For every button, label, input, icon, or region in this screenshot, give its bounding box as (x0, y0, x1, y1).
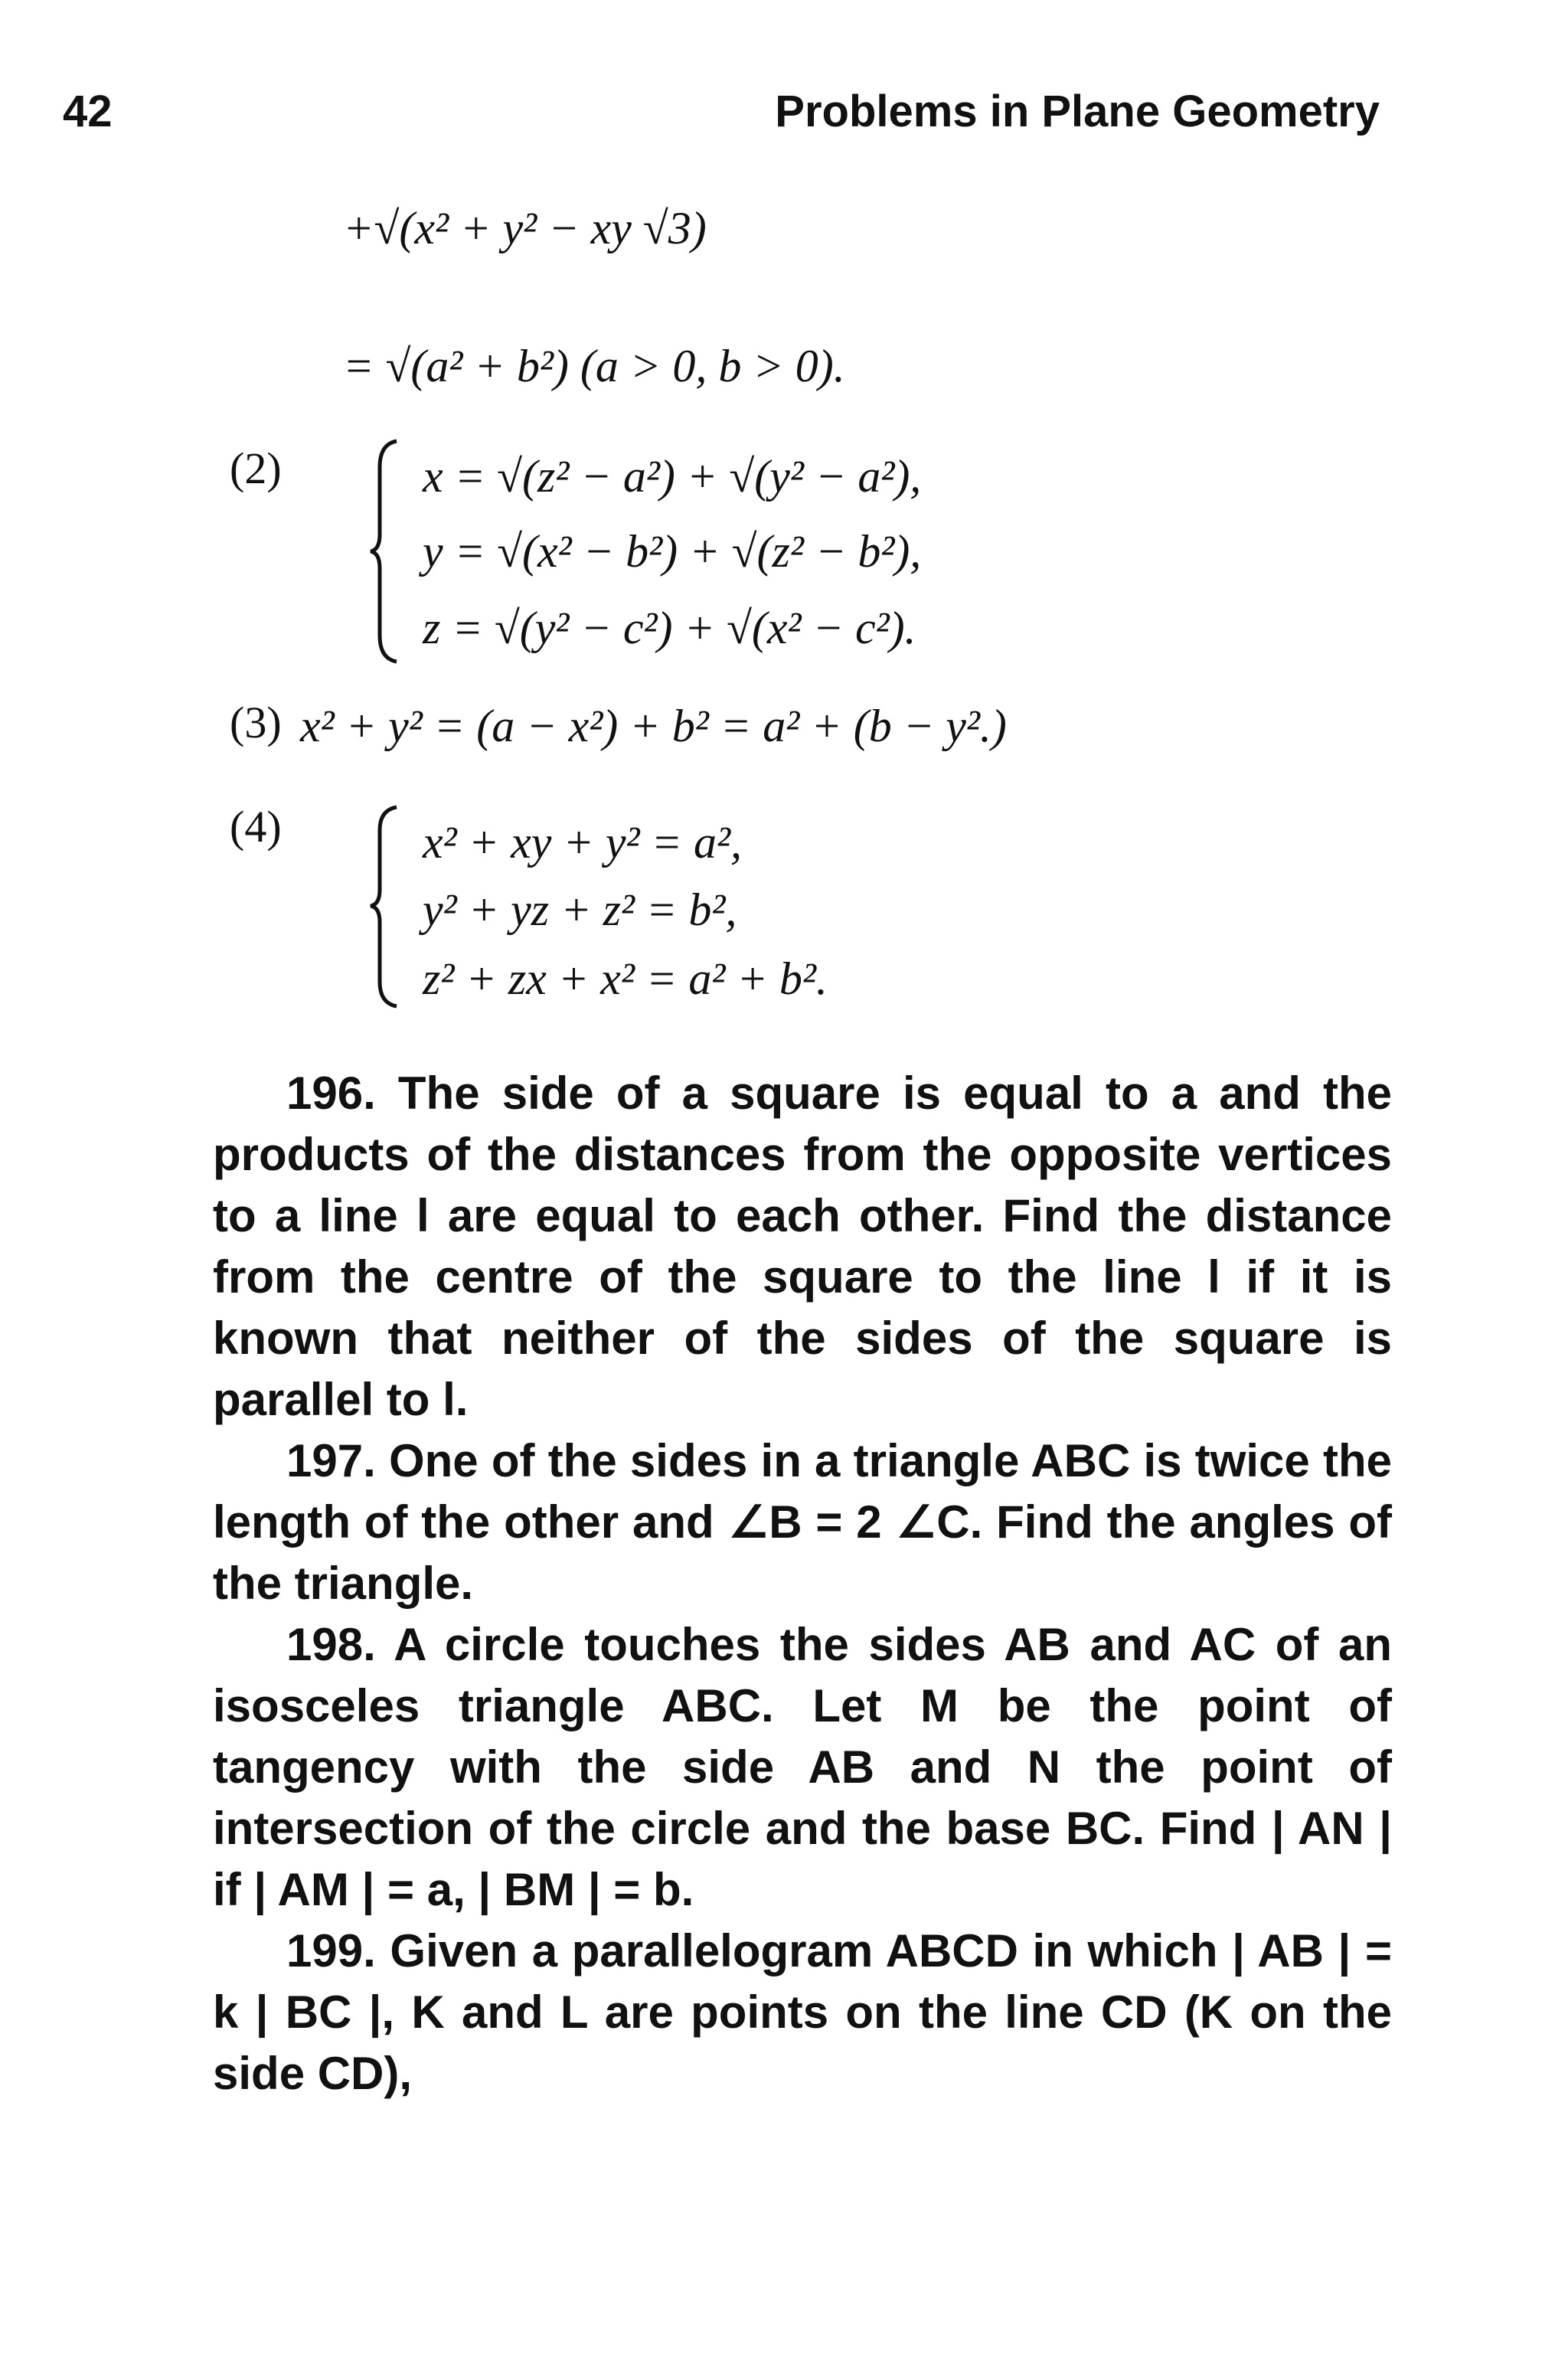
problem-list (213, 1063, 1392, 2104)
equation-4-line-2: y² + yz + z² = b², (423, 884, 737, 935)
problem-198 (213, 1614, 1392, 1921)
equation-2-line-3: z = √(y² − c²) + √(x² − c²). (423, 603, 916, 653)
equation-1-line-1: +√(x² + y² − xy √3) (343, 203, 707, 253)
problem-199 (213, 1921, 1392, 2104)
equation-2-brace (369, 436, 400, 666)
equation-4-line-3: z² + zx + x² = a² + b². (423, 953, 828, 1004)
equation-4-brace (369, 803, 400, 1009)
problem-text: A circle touches the sides AB and AC of an isosceles triangle ABC. Let M be the point of tangency with the side AB and N the point of intersection of the circle and the base BC. Find | AN | if | AM | = a, | BM | = b. (213, 1619, 1392, 1915)
equation-2-line-2: y = √(x² − b²) + √(z² − b²), (423, 526, 922, 577)
problem-number: 196. (286, 1068, 376, 1119)
equation-2-label: (2) (230, 443, 282, 493)
problem-number: 199. (286, 1925, 376, 1976)
problem-text: Given a parallelogram ABCD in which | AB | = k | BC |, K and L are points on the line CD (K on the side CD), (213, 1925, 1392, 2099)
page-header (63, 86, 1380, 147)
equation-4-line-1: x² + xy + y² = a², (423, 817, 742, 868)
running-head: Problems in Plane Geometry (775, 87, 1380, 136)
problem-number: 198. (286, 1619, 376, 1670)
equation-1-line-2: = √(a² + b²) (a > 0, b > 0). (343, 341, 845, 391)
page-number: 42 (63, 87, 113, 136)
equation-3: x² + y² = (a − x²) + b² = a² + (b − y².) (300, 701, 1007, 751)
problem-text: The side of a square is equal to a and the products of the distances from the opposite vertices to a line l are equal to each other. Find the distance from the centre of the square to the line l if it is known that neither of the sides of the square is parallel to l. (213, 1068, 1392, 1425)
equation-2-line-1: x = √(z² − a²) + √(y² − a²), (423, 451, 922, 502)
problem-196 (213, 1063, 1392, 1430)
problem-text: One of the sides in a triangle ABC is twice the length of the other and ∠B = 2 ∠C. Find the angles of the triangle. (213, 1435, 1392, 1609)
equation-4-label: (4) (230, 802, 282, 852)
equation-3-label: (3) (230, 698, 282, 747)
problem-197 (213, 1430, 1392, 1614)
problem-number: 197. (286, 1435, 376, 1486)
